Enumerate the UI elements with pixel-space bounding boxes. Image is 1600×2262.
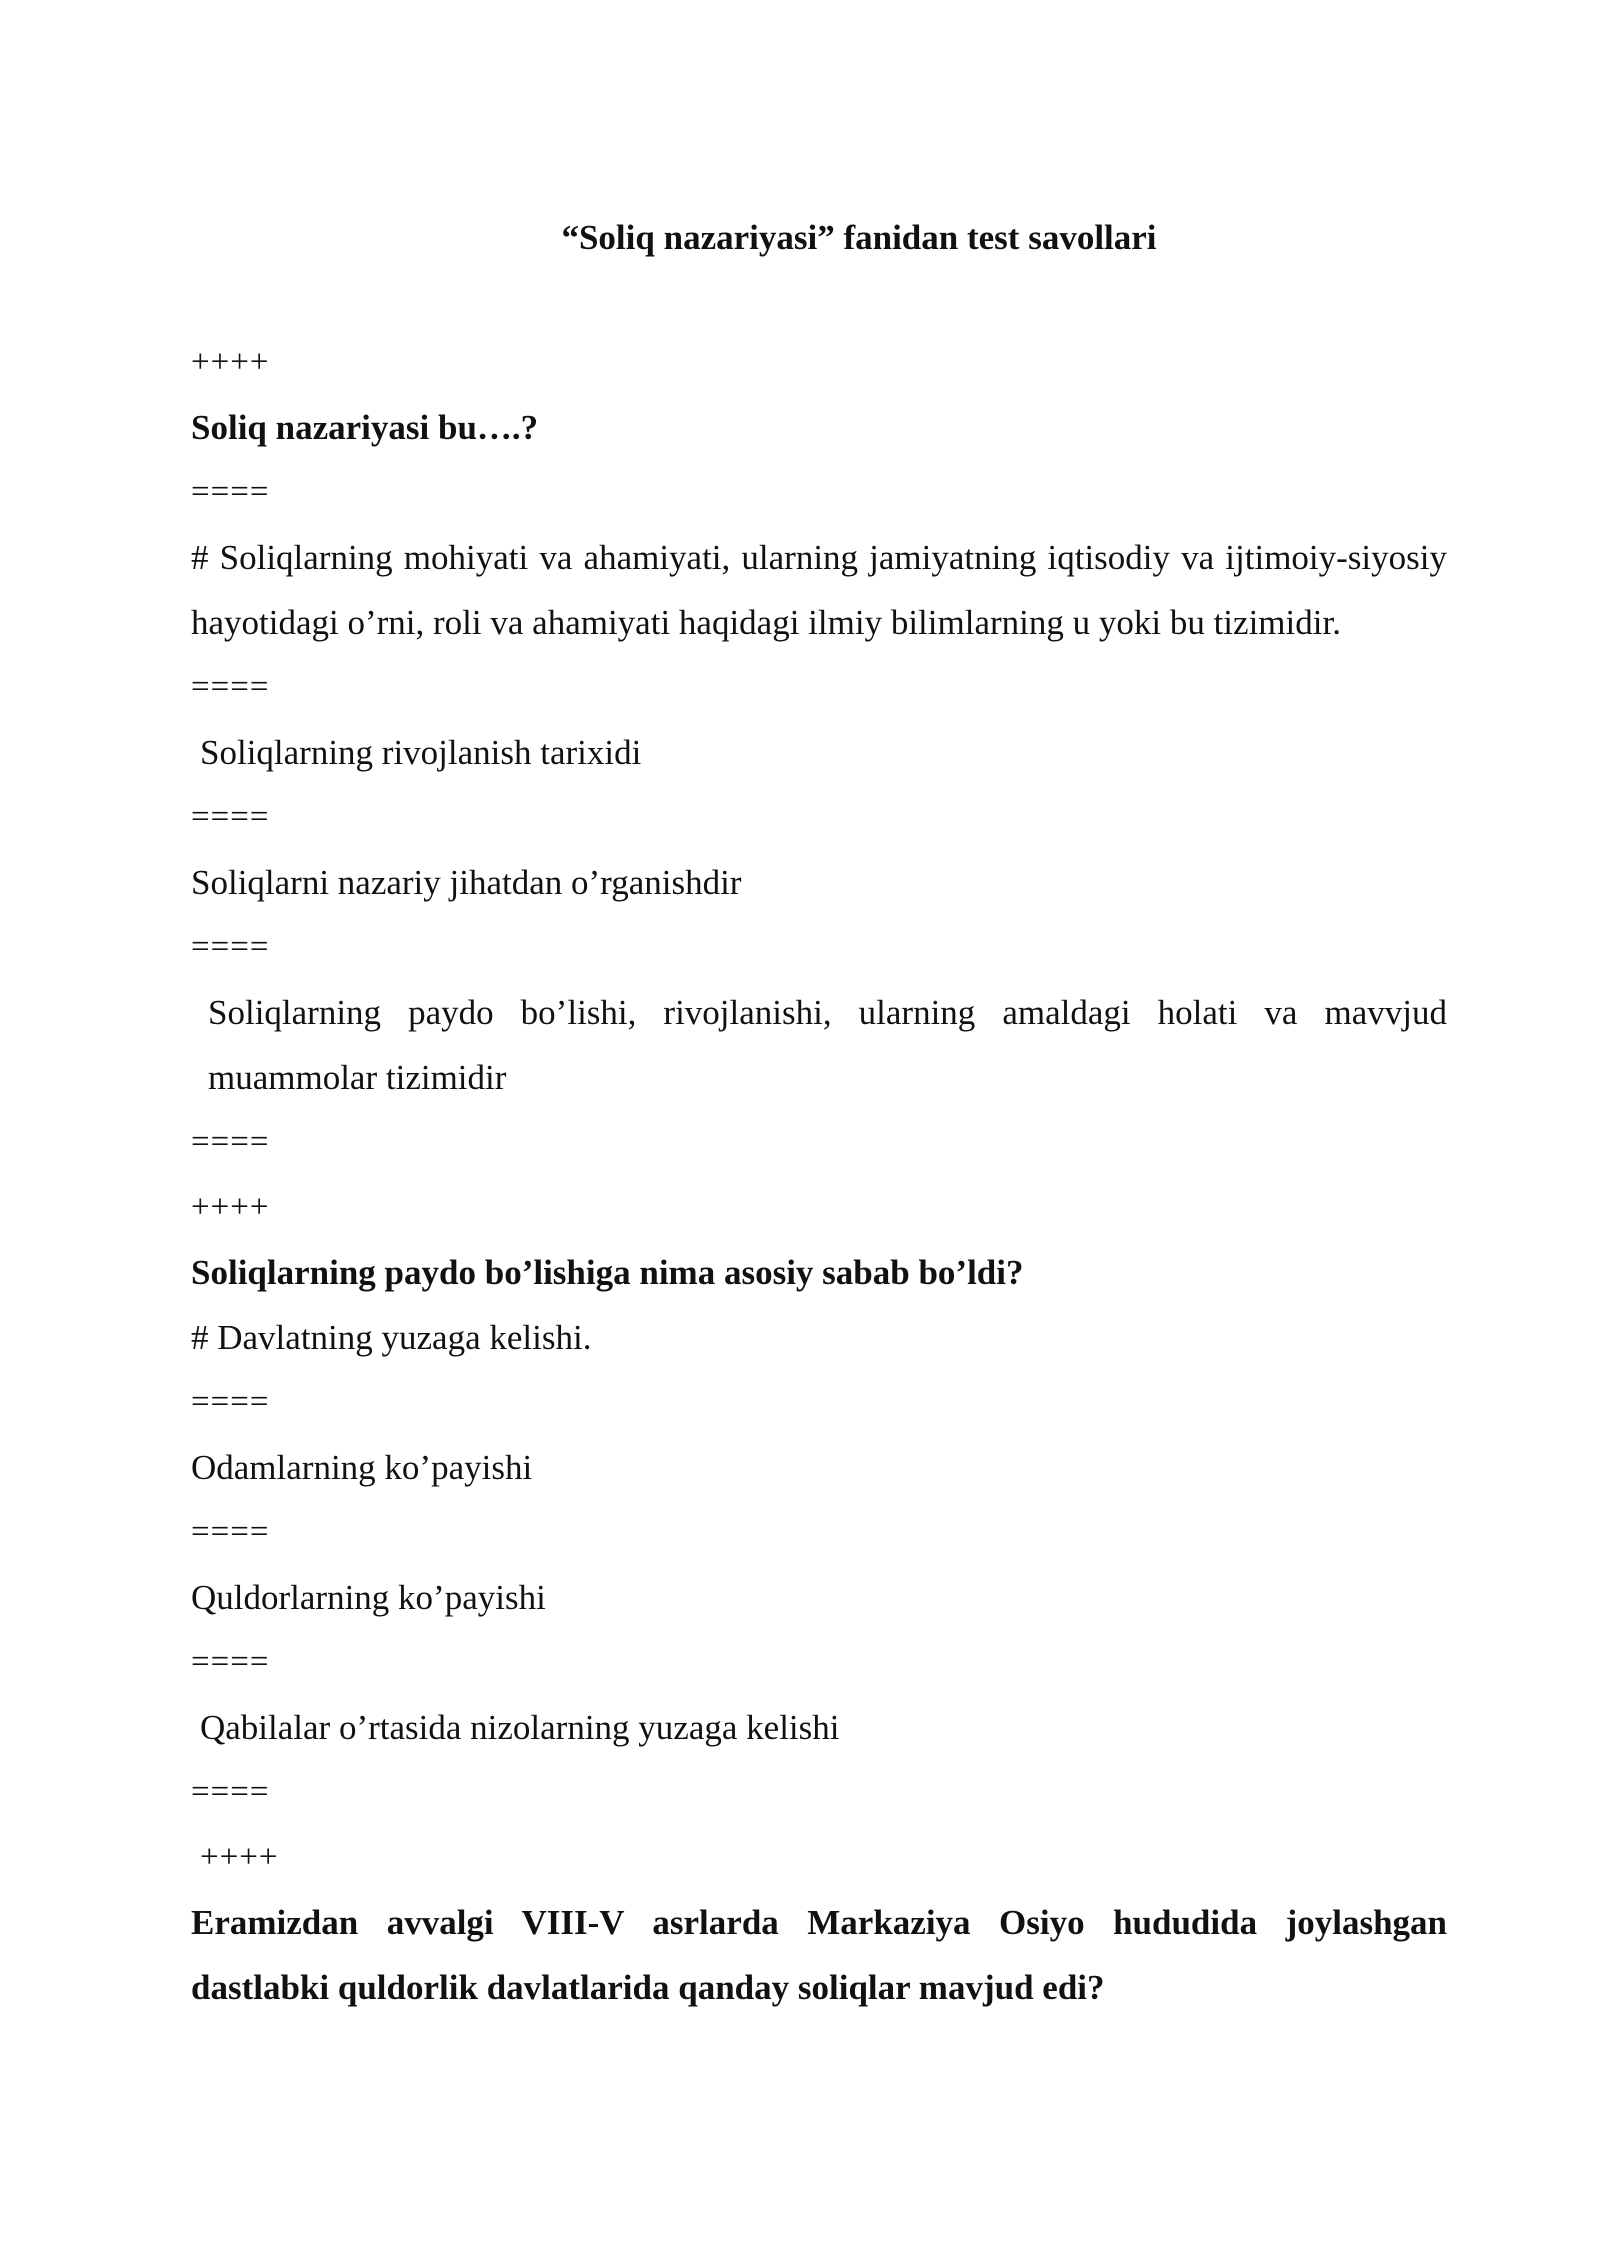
option-separator: ==== — [191, 1774, 270, 1810]
answer-option: Soliqlarning rivojlanish tarixidi — [200, 733, 642, 772]
answer-option: Quldorlarning ko’payishi — [191, 1578, 546, 1617]
answer-option: Odamlarning ko’payishi — [191, 1448, 533, 1487]
answer-option-correct: # Davlatning yuzaga kelishi. — [191, 1318, 592, 1357]
answer-option: Soliqlarni nazariy jihatdan o’rganishdir — [191, 863, 742, 902]
document-body — [191, 330, 1456, 2020]
option-separator: ==== — [191, 1644, 270, 1680]
document-title: “Soliq nazariyasi” fanidan test savollari — [561, 218, 1157, 257]
question-text: Soliqlarning paydo bo’lishiga nima asosiy sabab bo’ldi? — [191, 1253, 1024, 1292]
question-start-marker: ++++ — [191, 344, 270, 380]
answer-option-correct: # Soliqlarning mohiyati va ahamiyati, ularning jamiyatning iqtisodiy va ijtimoiy-siyosiy hayotidagi o’rni, roli va ahamiyati haqidagi ilmiy bilimlarning u yoki bu tizimidir. — [191, 538, 1456, 642]
question-start-marker: ++++ — [191, 1189, 270, 1225]
option-separator: ==== — [191, 1124, 270, 1160]
question-text: Eramizdan avvalgi VIII-V asrlarda Markaziya Osiyo hududida joylashgan dastlabki quldorlik davlatlarida qanday soliqlar mavjud edi? — [191, 1903, 1456, 2007]
option-separator: ==== — [191, 1384, 270, 1420]
option-separator: ==== — [191, 799, 270, 835]
document-page — [191, 205, 1456, 2020]
question-text: Soliq nazariyasi bu….? — [191, 408, 539, 447]
option-separator: ==== — [191, 1514, 270, 1550]
option-separator: ==== — [191, 669, 270, 705]
answer-option: Qabilalar o’rtasida nizolarning yuzaga kelishi — [200, 1708, 840, 1747]
question-start-marker: ++++ — [200, 1839, 279, 1875]
answer-option: Soliqlarning paydo bo’lishi, rivojlanishi, ularning amaldagi holati va mavvjud muammolar tizimidir — [208, 993, 1456, 1097]
option-separator: ==== — [191, 474, 270, 510]
option-separator: ==== — [191, 929, 270, 965]
